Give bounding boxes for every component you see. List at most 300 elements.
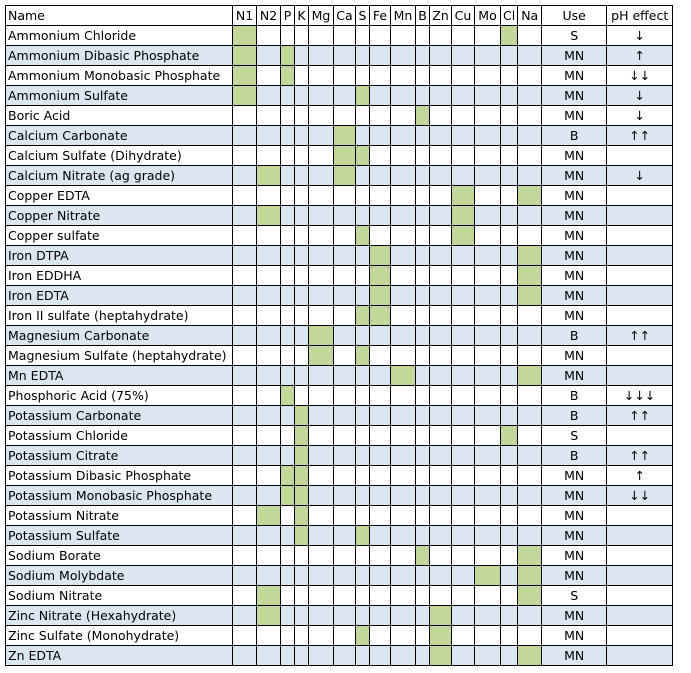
cell-cl xyxy=(501,586,518,606)
cell-k-marked xyxy=(295,486,309,506)
cell-p-marked xyxy=(281,66,295,86)
cell-n1 xyxy=(233,266,257,286)
table-row xyxy=(6,366,673,386)
cell-zn xyxy=(430,186,452,206)
cell-b xyxy=(416,66,430,86)
cell-p xyxy=(281,246,295,266)
cell-cl xyxy=(501,386,518,406)
cell-na-marked xyxy=(518,566,542,586)
column-header-b: B xyxy=(416,6,430,26)
cell-mo-marked xyxy=(475,566,501,586)
cell-cu-marked xyxy=(452,226,475,246)
cell-n1 xyxy=(233,466,257,486)
compound-name: Ammonium Dibasic Phosphate xyxy=(6,46,233,66)
cell-ca xyxy=(334,606,356,626)
cell-cu xyxy=(452,606,475,626)
cell-cu xyxy=(452,366,475,386)
cell-mn-marked xyxy=(391,366,416,386)
cell-p xyxy=(281,166,295,186)
cell-zn xyxy=(430,286,452,306)
use-cell: S xyxy=(542,426,607,446)
ph-effect-cell xyxy=(607,346,673,366)
cell-s xyxy=(356,546,370,566)
compound-name: Boric Acid xyxy=(6,106,233,126)
cell-n1-marked xyxy=(233,86,257,106)
cell-cu-marked xyxy=(452,186,475,206)
cell-n2-marked xyxy=(257,506,281,526)
cell-na xyxy=(518,306,542,326)
use-cell: MN xyxy=(542,526,607,546)
cell-s xyxy=(356,106,370,126)
cell-ca xyxy=(334,386,356,406)
cell-cl xyxy=(501,46,518,66)
cell-k xyxy=(295,326,309,346)
cell-n2 xyxy=(257,226,281,246)
cell-mn xyxy=(391,406,416,426)
cell-k xyxy=(295,346,309,366)
cell-b xyxy=(416,426,430,446)
cell-mo xyxy=(475,386,501,406)
cell-na xyxy=(518,446,542,466)
cell-fe xyxy=(370,606,391,626)
cell-cu xyxy=(452,426,475,446)
cell-cu xyxy=(452,526,475,546)
cell-zn xyxy=(430,306,452,326)
cell-mn xyxy=(391,386,416,406)
cell-ca xyxy=(334,486,356,506)
cell-k-marked xyxy=(295,466,309,486)
cell-b xyxy=(416,486,430,506)
cell-ca xyxy=(334,566,356,586)
cell-mo xyxy=(475,46,501,66)
cell-n2 xyxy=(257,546,281,566)
cell-n2 xyxy=(257,66,281,86)
cell-p xyxy=(281,406,295,426)
cell-s xyxy=(356,206,370,226)
cell-fe xyxy=(370,566,391,586)
cell-fe xyxy=(370,626,391,646)
compound-name: Phosphoric Acid (75%) xyxy=(6,386,233,406)
cell-n2 xyxy=(257,186,281,206)
compound-name: Calcium Sulfate (Dihydrate) xyxy=(6,146,233,166)
cell-cu xyxy=(452,66,475,86)
cell-fe xyxy=(370,446,391,466)
cell-mn xyxy=(391,326,416,346)
compound-name: Copper sulfate xyxy=(6,226,233,246)
cell-fe xyxy=(370,386,391,406)
cell-k xyxy=(295,586,309,606)
cell-cu xyxy=(452,306,475,326)
cell-s xyxy=(356,266,370,286)
ph-effect-cell: ↓↓↓ xyxy=(607,386,673,406)
use-cell: MN xyxy=(542,486,607,506)
cell-zn-marked xyxy=(430,606,452,626)
cell-n1 xyxy=(233,186,257,206)
cell-b xyxy=(416,646,430,666)
ph-effect-cell xyxy=(607,646,673,666)
cell-cl-marked xyxy=(501,26,518,46)
cell-p xyxy=(281,446,295,466)
use-cell: MN xyxy=(542,86,607,106)
cell-na xyxy=(518,426,542,446)
cell-p xyxy=(281,626,295,646)
table-row xyxy=(6,386,673,406)
cell-mo xyxy=(475,266,501,286)
cell-mn xyxy=(391,306,416,326)
cell-b xyxy=(416,146,430,166)
cell-b xyxy=(416,366,430,386)
cell-mg xyxy=(309,606,334,626)
cell-n1 xyxy=(233,286,257,306)
cell-mn xyxy=(391,266,416,286)
use-cell: MN xyxy=(542,626,607,646)
cell-b xyxy=(416,286,430,306)
cell-na xyxy=(518,386,542,406)
cell-n2 xyxy=(257,46,281,66)
cell-na xyxy=(518,166,542,186)
cell-ca xyxy=(334,506,356,526)
cell-mn xyxy=(391,166,416,186)
cell-mg xyxy=(309,226,334,246)
cell-ca xyxy=(334,466,356,486)
compound-name: Sodium Molybdate xyxy=(6,566,233,586)
cell-ca xyxy=(334,66,356,86)
cell-k xyxy=(295,266,309,286)
cell-mo xyxy=(475,406,501,426)
table-row xyxy=(6,426,673,446)
cell-k-marked xyxy=(295,446,309,466)
cell-n2 xyxy=(257,466,281,486)
table-row xyxy=(6,86,673,106)
cell-ca-marked xyxy=(334,146,356,166)
cell-cu xyxy=(452,626,475,646)
cell-cl xyxy=(501,126,518,146)
cell-s-marked xyxy=(356,526,370,546)
cell-zn xyxy=(430,46,452,66)
cell-mg xyxy=(309,406,334,426)
cell-fe xyxy=(370,86,391,106)
compound-name: Copper EDTA xyxy=(6,186,233,206)
table-row xyxy=(6,226,673,246)
cell-b-marked xyxy=(416,106,430,126)
ph-effect-cell: ↑↑ xyxy=(607,406,673,426)
cell-mo xyxy=(475,286,501,306)
cell-b xyxy=(416,246,430,266)
ph-effect-cell: ↓ xyxy=(607,26,673,46)
cell-cl-marked xyxy=(501,426,518,446)
column-header-n1: N1 xyxy=(233,6,257,26)
cell-mg xyxy=(309,106,334,126)
cell-k xyxy=(295,46,309,66)
table-row xyxy=(6,66,673,86)
ph-effect-cell xyxy=(607,606,673,626)
cell-n1 xyxy=(233,306,257,326)
cell-p-marked xyxy=(281,386,295,406)
ph-effect-cell xyxy=(607,586,673,606)
cell-cu xyxy=(452,466,475,486)
cell-na xyxy=(518,126,542,146)
cell-ca xyxy=(334,206,356,226)
nutrient-table xyxy=(5,5,673,666)
cell-na xyxy=(518,66,542,86)
use-cell: MN xyxy=(542,346,607,366)
cell-s xyxy=(356,446,370,466)
ph-effect-cell: ↓ xyxy=(607,106,673,126)
cell-b xyxy=(416,86,430,106)
cell-mn xyxy=(391,146,416,166)
cell-b xyxy=(416,206,430,226)
table-row xyxy=(6,646,673,666)
use-cell: MN xyxy=(542,566,607,586)
ph-effect-cell: ↓↓ xyxy=(607,486,673,506)
cell-cl xyxy=(501,266,518,286)
column-header-na: Na xyxy=(518,6,542,26)
cell-mn xyxy=(391,486,416,506)
compound-name: Sodium Nitrate xyxy=(6,586,233,606)
ph-effect-cell xyxy=(607,306,673,326)
cell-cu xyxy=(452,486,475,506)
cell-k-marked xyxy=(295,406,309,426)
ph-effect-cell xyxy=(607,526,673,546)
cell-ca xyxy=(334,186,356,206)
cell-mn xyxy=(391,26,416,46)
table-row xyxy=(6,586,673,606)
cell-mo xyxy=(475,246,501,266)
compound-name: Potassium Chloride xyxy=(6,426,233,446)
compound-name: Magnesium Sulfate (heptahydrate) xyxy=(6,346,233,366)
cell-na-marked xyxy=(518,366,542,386)
column-header-zn: Zn xyxy=(430,6,452,26)
cell-zn xyxy=(430,366,452,386)
table-row xyxy=(6,526,673,546)
cell-b xyxy=(416,526,430,546)
table-row xyxy=(6,206,673,226)
compound-name: Zinc Nitrate (Hexahydrate) xyxy=(6,606,233,626)
cell-s-marked xyxy=(356,86,370,106)
cell-b xyxy=(416,606,430,626)
compound-name: Sodium Borate xyxy=(6,546,233,566)
cell-mg xyxy=(309,426,334,446)
cell-n2 xyxy=(257,486,281,506)
cell-zn xyxy=(430,66,452,86)
use-cell: MN xyxy=(542,306,607,326)
cell-zn xyxy=(430,586,452,606)
cell-mn xyxy=(391,446,416,466)
cell-fe xyxy=(370,466,391,486)
cell-na xyxy=(518,86,542,106)
table-row xyxy=(6,506,673,526)
cell-n2 xyxy=(257,106,281,126)
cell-n2 xyxy=(257,526,281,546)
cell-na-marked xyxy=(518,546,542,566)
cell-n2 xyxy=(257,326,281,346)
cell-mg xyxy=(309,146,334,166)
cell-ca xyxy=(334,546,356,566)
cell-fe xyxy=(370,126,391,146)
ph-effect-cell xyxy=(607,426,673,446)
cell-mo xyxy=(475,626,501,646)
cell-mo xyxy=(475,146,501,166)
cell-fe xyxy=(370,26,391,46)
cell-cu xyxy=(452,86,475,106)
cell-na xyxy=(518,486,542,506)
cell-s xyxy=(356,66,370,86)
cell-cu xyxy=(452,126,475,146)
cell-zn xyxy=(430,146,452,166)
cell-zn xyxy=(430,26,452,46)
cell-na xyxy=(518,626,542,646)
ph-effect-cell xyxy=(607,186,673,206)
cell-mn xyxy=(391,506,416,526)
cell-p xyxy=(281,326,295,346)
cell-mn xyxy=(391,246,416,266)
cell-cu xyxy=(452,386,475,406)
table-row xyxy=(6,326,673,346)
column-header-cu: Cu xyxy=(452,6,475,26)
cell-p xyxy=(281,426,295,446)
cell-cl xyxy=(501,326,518,346)
cell-ca xyxy=(334,426,356,446)
compound-name: Mn EDTA xyxy=(6,366,233,386)
cell-p xyxy=(281,566,295,586)
cell-cl xyxy=(501,646,518,666)
cell-ca-marked xyxy=(334,166,356,186)
cell-s xyxy=(356,386,370,406)
cell-mg xyxy=(309,526,334,546)
cell-cu xyxy=(452,446,475,466)
cell-n1 xyxy=(233,566,257,586)
cell-mo xyxy=(475,106,501,126)
cell-zn xyxy=(430,246,452,266)
cell-cl xyxy=(501,66,518,86)
cell-mo xyxy=(475,66,501,86)
table-row xyxy=(6,346,673,366)
column-header-name: Name xyxy=(6,6,233,26)
cell-k xyxy=(295,86,309,106)
cell-mn xyxy=(391,646,416,666)
cell-fe xyxy=(370,206,391,226)
cell-k xyxy=(295,106,309,126)
cell-n1 xyxy=(233,106,257,126)
cell-mo xyxy=(475,586,501,606)
cell-n1 xyxy=(233,166,257,186)
cell-na xyxy=(518,206,542,226)
column-header-mo: Mo xyxy=(475,6,501,26)
cell-mg xyxy=(309,386,334,406)
cell-ca xyxy=(334,586,356,606)
cell-mn xyxy=(391,226,416,246)
cell-na xyxy=(518,466,542,486)
cell-b xyxy=(416,466,430,486)
table-row xyxy=(6,186,673,206)
use-cell: MN xyxy=(542,506,607,526)
cell-fe xyxy=(370,366,391,386)
cell-s xyxy=(356,186,370,206)
compound-name: Potassium Carbonate xyxy=(6,406,233,426)
cell-ca xyxy=(334,646,356,666)
ph-effect-cell xyxy=(607,566,673,586)
cell-fe xyxy=(370,166,391,186)
cell-cu xyxy=(452,546,475,566)
cell-s xyxy=(356,646,370,666)
cell-p xyxy=(281,546,295,566)
cell-zn-marked xyxy=(430,646,452,666)
cell-zn xyxy=(430,426,452,446)
compound-name: Copper Nitrate xyxy=(6,206,233,226)
cell-mn xyxy=(391,186,416,206)
cell-n2 xyxy=(257,266,281,286)
cell-s xyxy=(356,166,370,186)
cell-n1 xyxy=(233,326,257,346)
compound-name: Iron II sulfate (heptahydrate) xyxy=(6,306,233,326)
cell-mg xyxy=(309,546,334,566)
ph-effect-cell xyxy=(607,506,673,526)
cell-b xyxy=(416,406,430,426)
cell-na xyxy=(518,326,542,346)
use-cell: S xyxy=(542,26,607,46)
compound-name: Ammonium Chloride xyxy=(6,26,233,46)
column-header-k: K xyxy=(295,6,309,26)
use-cell: MN xyxy=(542,646,607,666)
cell-na-marked xyxy=(518,186,542,206)
cell-n2 xyxy=(257,426,281,446)
use-cell: MN xyxy=(542,266,607,286)
cell-n1 xyxy=(233,546,257,566)
cell-n2 xyxy=(257,386,281,406)
cell-mo xyxy=(475,526,501,546)
cell-k xyxy=(295,206,309,226)
cell-cl xyxy=(501,366,518,386)
ph-effect-cell xyxy=(607,286,673,306)
cell-fe xyxy=(370,186,391,206)
ph-effect-cell xyxy=(607,146,673,166)
cell-p xyxy=(281,126,295,146)
cell-fe xyxy=(370,506,391,526)
cell-n1 xyxy=(233,346,257,366)
use-cell: MN xyxy=(542,546,607,566)
cell-fe-marked xyxy=(370,286,391,306)
cell-n2-marked xyxy=(257,206,281,226)
cell-fe xyxy=(370,146,391,166)
cell-cl xyxy=(501,566,518,586)
cell-b xyxy=(416,306,430,326)
cell-mo xyxy=(475,646,501,666)
cell-cl xyxy=(501,206,518,226)
cell-mo xyxy=(475,606,501,626)
cell-mg xyxy=(309,286,334,306)
cell-na xyxy=(518,506,542,526)
ph-effect-cell xyxy=(607,226,673,246)
cell-s xyxy=(356,506,370,526)
compound-name: Ammonium Sulfate xyxy=(6,86,233,106)
cell-s xyxy=(356,366,370,386)
cell-b xyxy=(416,226,430,246)
column-header-ph-effect: pH effect xyxy=(607,6,673,26)
cell-p xyxy=(281,286,295,306)
cell-fe xyxy=(370,546,391,566)
cell-n2 xyxy=(257,146,281,166)
cell-k xyxy=(295,186,309,206)
cell-na xyxy=(518,406,542,426)
cell-mg xyxy=(309,506,334,526)
cell-ca xyxy=(334,106,356,126)
cell-zn xyxy=(430,506,452,526)
cell-p xyxy=(281,646,295,666)
use-cell: MN xyxy=(542,466,607,486)
cell-n1 xyxy=(233,246,257,266)
use-cell: MN xyxy=(542,226,607,246)
cell-n2 xyxy=(257,566,281,586)
